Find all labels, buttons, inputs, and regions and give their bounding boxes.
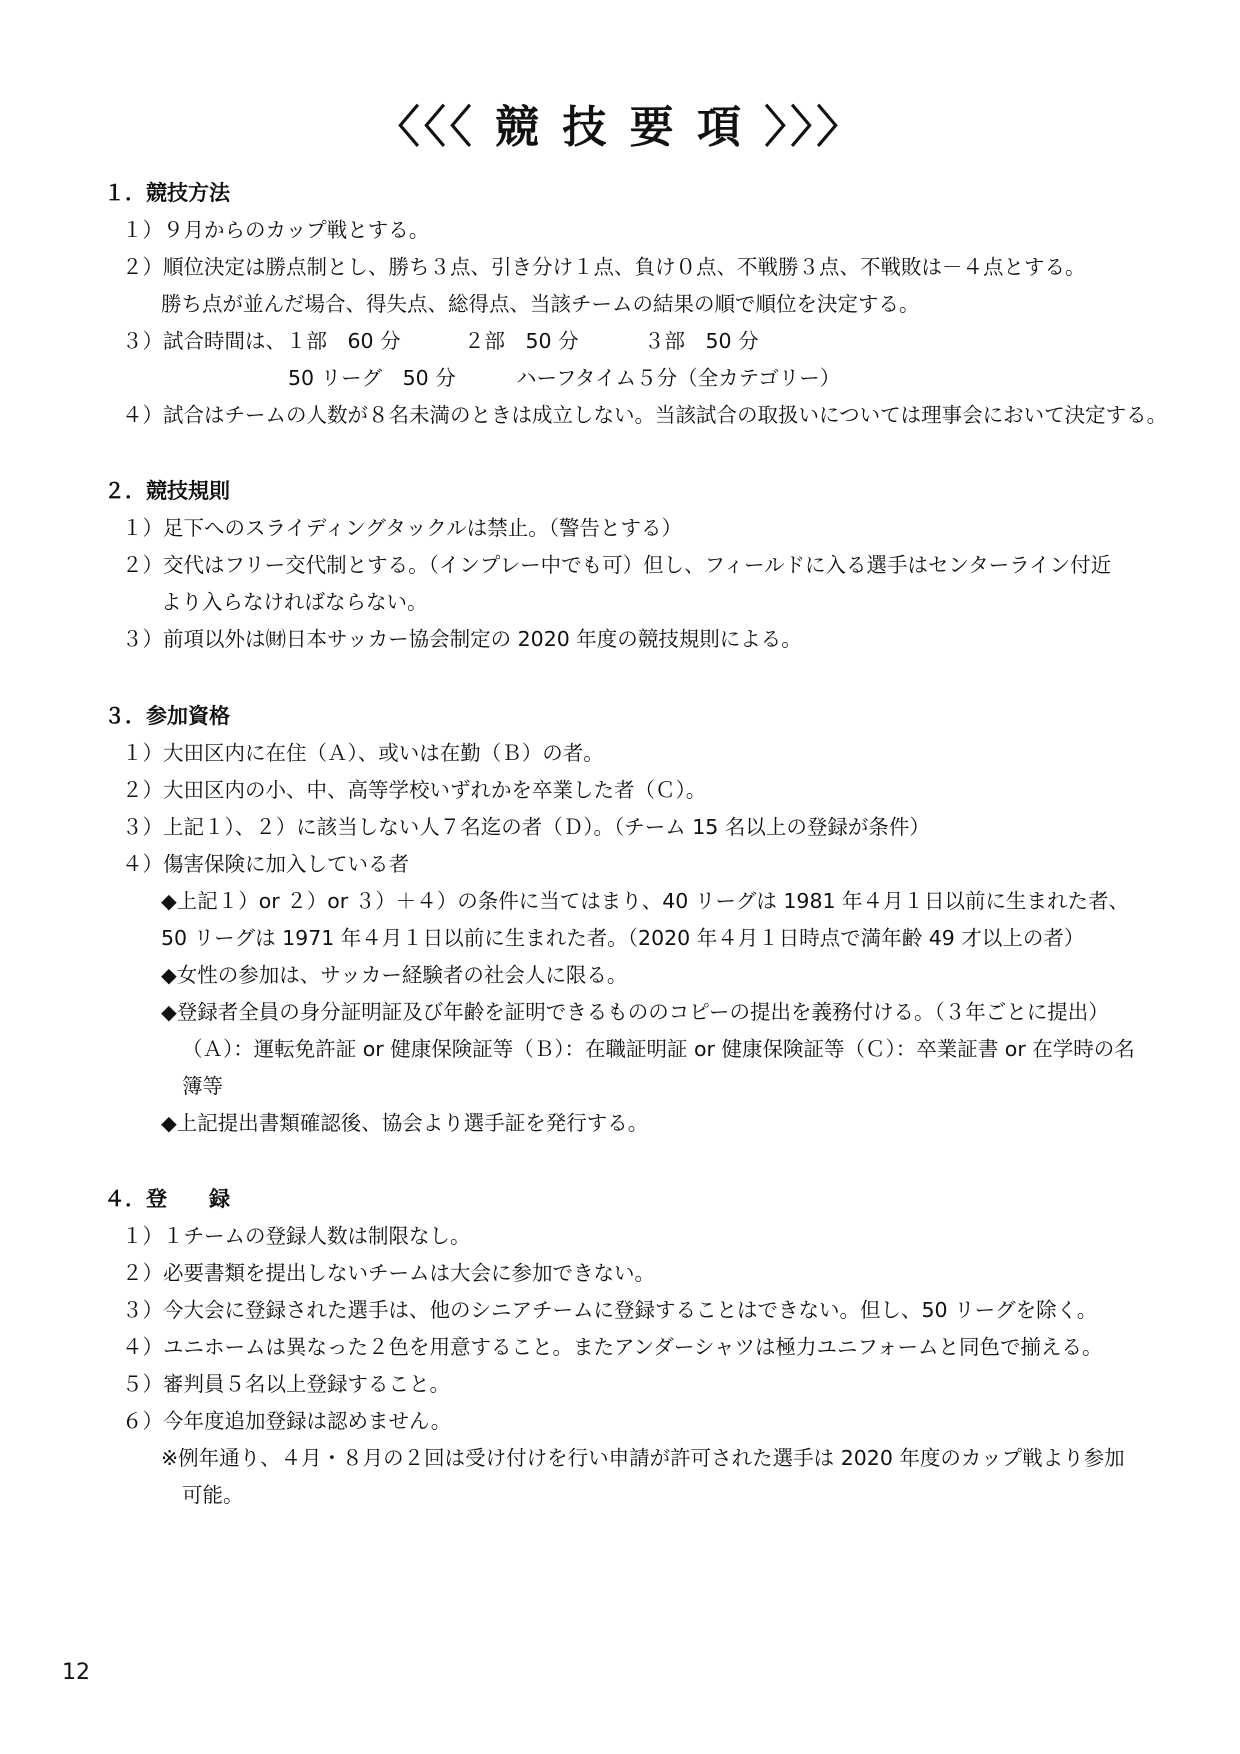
list-item-match-time-cont xyxy=(288,360,841,396)
list-item-continuation: より入らなければならない。 xyxy=(161,590,428,614)
list-item: ４）ユニホームは異なった２色を用意すること。またアンダーシャツは極力ユニフォームと同色で揃える。 xyxy=(122,1335,1103,1359)
list-item-match-time xyxy=(122,323,759,359)
list-item-continuation: 勝ち点が並んだ場合、得失点、総得点、当該チームの結果の順で順位を決定する。 xyxy=(161,292,920,316)
list-item: ５）審判員５名以上登録すること。 xyxy=(122,1372,450,1396)
match-time-div1: ３）試合時間は、１部 60 分 xyxy=(122,329,401,353)
bullet-item: ◆上記提出書類確認後、協会より選手証を発行する。 xyxy=(161,1111,649,1135)
bullet-item: ◆登録者全員の身分証明証及び年齢を証明できるもののコピーの提出を義務付ける。（３年ごとに提出） xyxy=(161,1000,1109,1024)
section-heading-registration: ４．登 録 xyxy=(104,1187,230,1211)
list-item: ４）試合はチームの人数が８名未満のときは成立しない。当該試合の取扱いについては理事会において決定する。 xyxy=(122,403,1168,427)
list-item: ６）今年度追加登録は認めません。 xyxy=(122,1409,452,1433)
list-item: ２）交代はフリー交代制とする。（インプレー中でも可）但し、フィールドに入る選手はセンターライン付近 xyxy=(122,553,1112,577)
section-heading-eligibility: ３．参加資格 xyxy=(104,704,230,728)
page-number: 12 xyxy=(62,1660,90,1685)
match-time-halftime: ハーフタイム５分（全カテゴリー） xyxy=(516,366,841,390)
section-heading-competition-rules: ２．競技規則 xyxy=(104,479,230,503)
list-item: ２）必要書類を提出しないチームは大会に参加できない。 xyxy=(122,1261,655,1285)
bullet-item: ◆上記１）or ２）or ３）＋４）の条件に当てはまり、40 リーグは 1981 年４月１日以前に生まれた者、 xyxy=(161,889,1130,913)
list-item: ４）傷害保険に加入している者 xyxy=(122,852,409,876)
list-item: ２）順位決定は勝点制とし、勝ち３点、引き分け１点、負け０点、不戦勝３点、不戦敗は－４点とする。 xyxy=(122,255,1086,279)
list-item: ３）今大会に登録された選手は、他のシニアチームに登録することはできない。但し、50 リーグを除く。 xyxy=(122,1298,1098,1322)
bullet-item-continuation: 50 リーグは 1971 年４月１日以前に生まれた者。（2020 年４月１日時点で満年齢 49 才以上の者） xyxy=(161,926,1085,950)
note-item: ※例年通り、４月・８月の２回は受け付けを行い申請が許可された選手は 2020 年度のカップ戦より参加 xyxy=(161,1446,1125,1470)
list-item: １）１チームの登録人数は制限なし。 xyxy=(122,1224,471,1248)
list-item: １）９月からのカップ戦とする。 xyxy=(122,218,430,242)
list-item: ２）大田区内の小、中、高等学校いずれかを卒業した者（Ｃ）。 xyxy=(122,778,707,802)
document-list-continuation: 簿等 xyxy=(182,1074,223,1098)
list-item: １）足下へのスライディングタックルは禁止。（警告とする） xyxy=(122,516,683,540)
section-heading-competition-method: １．競技方法 xyxy=(104,181,230,205)
match-time-50league: 50 リーグ 50 分 xyxy=(288,366,456,390)
list-item: １）大田区内に在住（Ａ）、或いは在勤（Ｂ）の者。 xyxy=(122,741,604,765)
match-time-div3: ３部 50 分 xyxy=(644,329,759,353)
match-time-div2: ２部 50 分 xyxy=(464,329,579,353)
document-list: （Ａ）：運転免許証 or 健康保険証等（Ｂ）：在職証明証 or 健康保険証等（Ｃ）：卒業証書 or 在学時の名 xyxy=(182,1037,1135,1061)
list-item: ３）上記１）、２）に該当しない人７名迄の者（Ｄ）。（チーム 15 名以上の登録が条件） xyxy=(122,815,930,839)
note-item-continuation: 可能。 xyxy=(182,1483,244,1507)
bullet-item: ◆女性の参加は、サッカー経験者の社会人に限る。 xyxy=(161,963,628,987)
page-title: 〈〈〈 競 技 要 項 〉〉〉 xyxy=(375,102,865,153)
list-item: ３）前項以外は㈶日本サッカー協会制定の 2020 年度の競技規則による。 xyxy=(122,627,802,651)
